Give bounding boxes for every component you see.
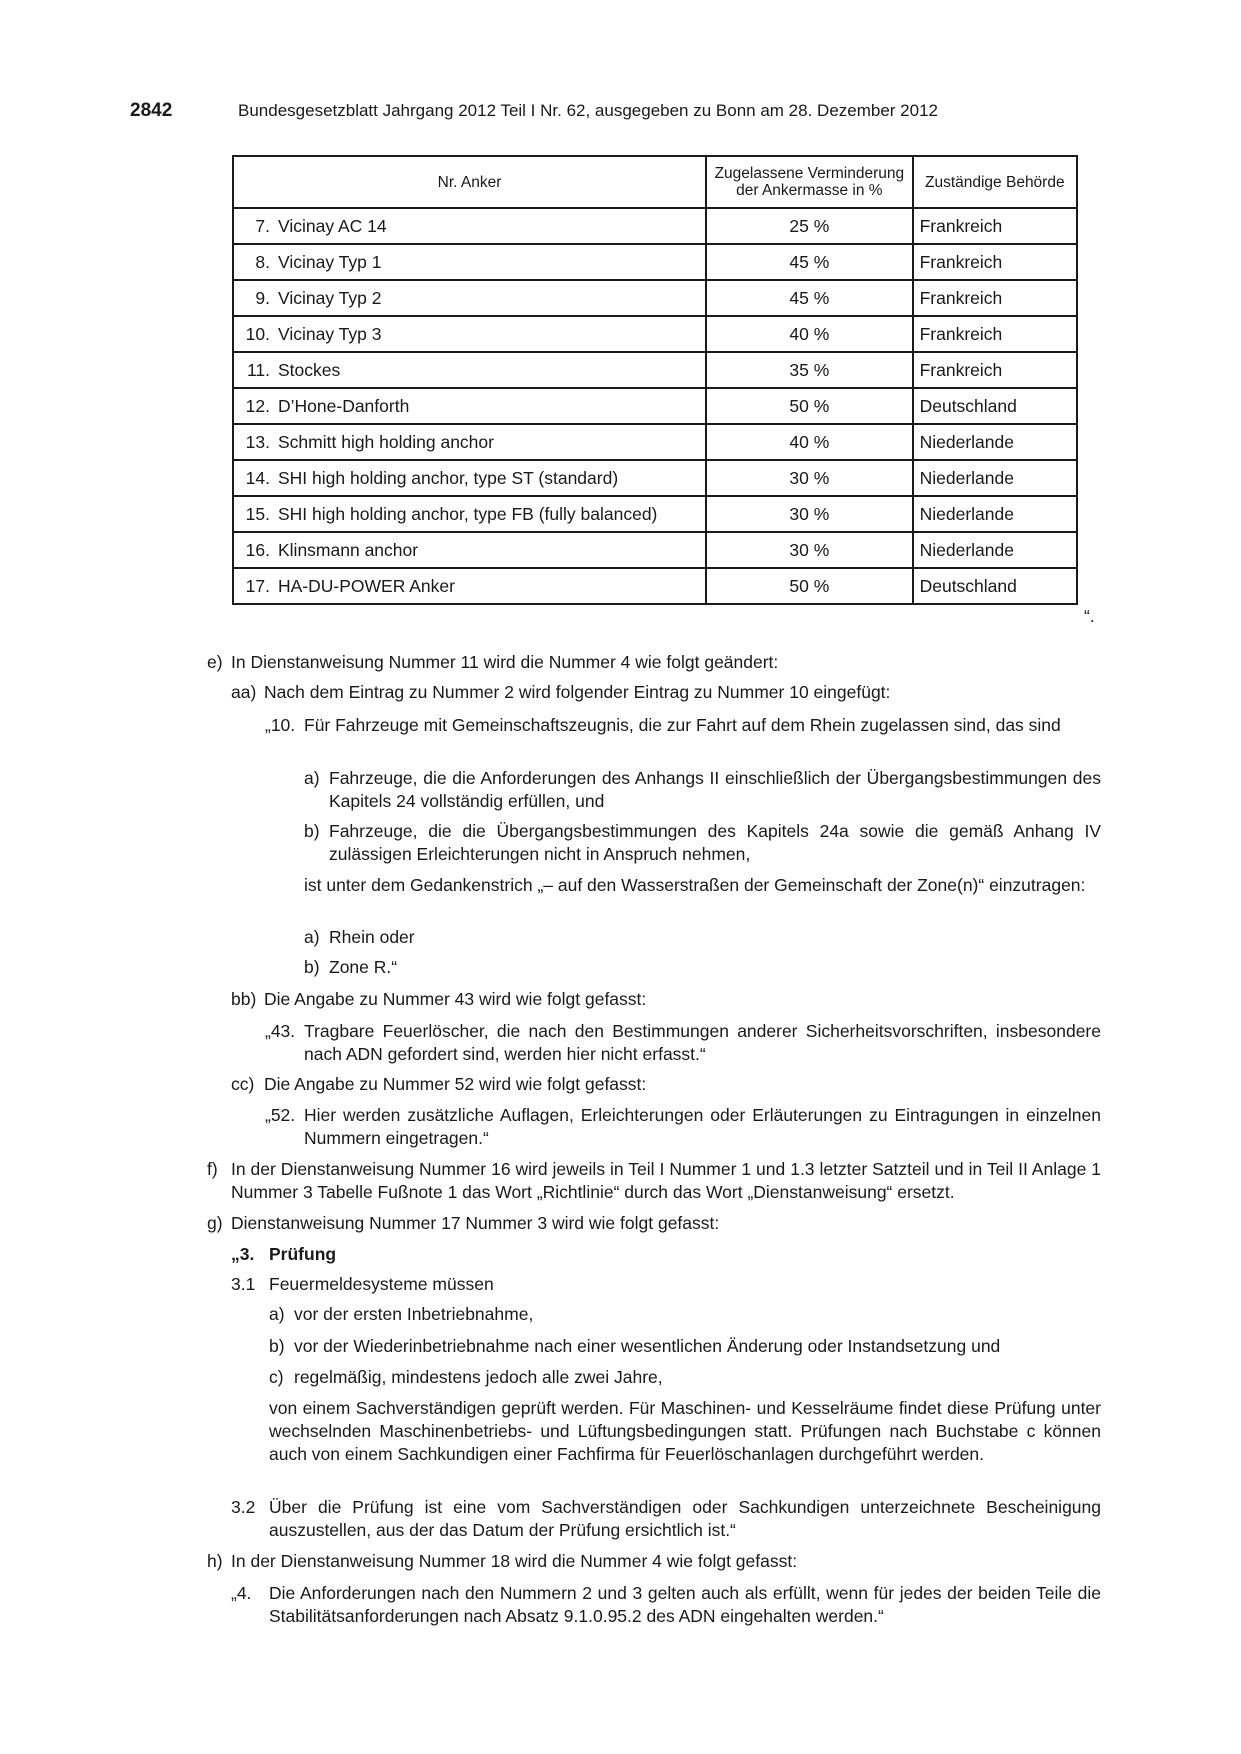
table-row xyxy=(233,532,1077,568)
item-label: b) xyxy=(304,821,320,841)
gazette-title: Bundesgesetzblatt Jahrgang 2012 Teil I Nr. 62, ausgegeben zu Bonn am 28. Dezember 2012 xyxy=(238,101,938,120)
reduction-cell: 40 % xyxy=(706,316,912,352)
anchor-name-cell xyxy=(233,532,706,568)
authority-cell: Niederlande xyxy=(913,496,1077,532)
authority-cell: Niederlande xyxy=(913,460,1077,496)
paragraph: Über die Prüfung ist eine vom Sachverständigen oder Sachkundigen unterzeichnete Bescheinigung auszustellen, aus der das Datum der Prüfung ersichtlich ist.“ xyxy=(269,1497,1101,1540)
paragraph: Zone R.“ xyxy=(329,957,398,977)
authority-cell: Frankreich xyxy=(913,316,1077,352)
reduction-cell: 50 % xyxy=(706,388,912,424)
row-number: 8. xyxy=(255,251,270,272)
table-row xyxy=(233,280,1077,316)
table-row xyxy=(233,388,1077,424)
item-label: cc) xyxy=(231,1074,255,1094)
table-row xyxy=(233,244,1077,280)
paragraph: In der Dienstanweisung Nummer 16 wird jeweils in Teil I Nummer 1 und 1.3 letzter Satzteil und in Teil II Anlage 1 Nummer 3 Tabelle Fußnote 1 das Wort „Richtlinie“ durch das Wort „Dienstanweisung“ ersetzt. xyxy=(231,1159,1101,1202)
item-label: „43. xyxy=(265,1021,296,1041)
paragraph: Die Anforderungen nach den Nummern 2 und 3 gelten auch als erfüllt, wenn für jedes der beiden Teile die Stabilitätsanforderungen nach Absatz 9.1.0.95.2 des ADN eingehalten werden.“ xyxy=(269,1583,1101,1626)
item-label: 3.2 xyxy=(231,1497,256,1517)
item-label: „10. xyxy=(265,715,296,735)
table-row xyxy=(233,316,1077,352)
anchor-name-cell xyxy=(233,460,706,496)
authority-cell: Niederlande xyxy=(913,532,1077,568)
anchor-name: Vicinay Typ 1 xyxy=(278,251,382,272)
anchor-name: Klinsmann anchor xyxy=(278,539,419,560)
reduction-cell: 45 % xyxy=(706,244,912,280)
authority-cell: Frankreich xyxy=(913,208,1077,244)
reduction-cell: 30 % xyxy=(706,532,912,568)
table-row xyxy=(233,460,1077,496)
authority-cell: Frankreich xyxy=(913,280,1077,316)
row-number: 15. xyxy=(245,503,270,524)
item-label: b) xyxy=(269,1336,285,1356)
authority-cell: Niederlande xyxy=(913,424,1077,460)
col-header-authority: Zuständige Behörde xyxy=(913,156,1077,208)
row-number: 14. xyxy=(245,467,270,488)
item-label: „52. xyxy=(265,1105,296,1125)
anchor-name-cell xyxy=(233,352,706,388)
anchor-name-cell xyxy=(233,244,706,280)
row-number: 13. xyxy=(245,431,270,452)
anchor-name-cell xyxy=(233,388,706,424)
table-closing-quote: “. xyxy=(1084,606,1095,626)
paragraph: Nach dem Eintrag zu Nummer 2 wird folgender Eintrag zu Nummer 10 eingefügt: xyxy=(264,682,891,702)
anchor-name-cell xyxy=(233,316,706,352)
reduction-cell: 40 % xyxy=(706,424,912,460)
row-number: 11. xyxy=(246,359,270,380)
authority-cell: Frankreich xyxy=(913,244,1077,280)
item-label: h) xyxy=(207,1551,223,1571)
paragraph: vor der ersten Inbetriebnahme, xyxy=(294,1304,534,1324)
reduction-cell: 45 % xyxy=(706,280,912,316)
item-label: aa) xyxy=(231,682,257,702)
anchor-name: HA-DU-POWER Anker xyxy=(278,575,455,596)
anchor-name: Vicinay Typ 2 xyxy=(278,287,382,308)
table-row xyxy=(233,568,1077,604)
paragraph: ist unter dem Gedankenstrich „– auf den Wasserstraßen der Gemeinschaft der Zone(n)“ einzutragen: xyxy=(304,875,1086,895)
item-label: a) xyxy=(304,927,320,947)
col-header-reduction: Zugelassene Verminderung der Ankermasse in % xyxy=(706,156,912,208)
anchor-name: SHI high holding anchor, type FB (fully balanced) xyxy=(278,503,658,524)
row-number: 7. xyxy=(255,215,270,236)
table-header-row xyxy=(233,156,1077,208)
anchor-name: Schmitt high holding anchor xyxy=(278,431,494,452)
paragraph: In Dienstanweisung Nummer 11 wird die Nummer 4 wie folgt geändert: xyxy=(231,652,779,672)
item-label: „4. xyxy=(231,1583,252,1603)
anchor-table xyxy=(232,155,1078,605)
row-number: 17. xyxy=(245,575,270,596)
paragraph: Feuermeldesysteme müssen xyxy=(269,1274,494,1294)
row-number: 10. xyxy=(245,323,270,344)
item-label: f) xyxy=(207,1159,218,1179)
paragraph: In der Dienstanweisung Nummer 18 wird die Nummer 4 wie folgt gefasst: xyxy=(231,1551,798,1571)
reduction-cell: 30 % xyxy=(706,496,912,532)
item-label: g) xyxy=(207,1213,223,1233)
section-heading: Prüfung xyxy=(269,1244,337,1264)
paragraph: regelmäßig, mindestens jedoch alle zwei Jahre, xyxy=(294,1367,663,1387)
table-row xyxy=(233,208,1077,244)
anchor-name-cell xyxy=(233,496,706,532)
paragraph: Tragbare Feuerlöscher, die nach den Bestimmungen anderer Sicherheitsvorschriften, insbesondere nach ADN gefordert sind, werden hier nicht erfasst.“ xyxy=(304,1021,1101,1064)
paragraph: Die Angabe zu Nummer 43 wird wie folgt gefasst: xyxy=(264,989,647,1009)
table-row xyxy=(233,352,1077,388)
item-label: 3.1 xyxy=(231,1274,256,1294)
anchor-name-cell xyxy=(233,208,706,244)
authority-cell: Deutschland xyxy=(913,568,1077,604)
reduction-cell: 50 % xyxy=(706,568,912,604)
table-row xyxy=(233,424,1077,460)
anchor-name-cell xyxy=(233,424,706,460)
paragraph: Die Angabe zu Nummer 52 wird wie folgt gefasst: xyxy=(264,1074,647,1094)
item-label: a) xyxy=(304,768,320,788)
authority-cell: Frankreich xyxy=(913,352,1077,388)
item-label: b) xyxy=(304,957,320,977)
reduction-cell: 30 % xyxy=(706,460,912,496)
item-label: a) xyxy=(269,1304,285,1324)
item-label: bb) xyxy=(231,989,257,1009)
anchor-name: SHI high holding anchor, type ST (standard) xyxy=(278,467,619,488)
item-label: „3. xyxy=(231,1244,255,1264)
table-row xyxy=(233,496,1077,532)
paragraph: Fahrzeuge, die die Anforderungen des Anhangs II einschließlich der Übergangsbestimmungen des Kapitels 24 vollständig erfüllen, und xyxy=(329,768,1101,811)
row-number: 16. xyxy=(245,539,270,560)
row-number: 12. xyxy=(245,395,270,416)
row-number: 9. xyxy=(255,287,270,308)
paragraph: Für Fahrzeuge mit Gemeinschaftszeugnis, die zur Fahrt auf dem Rhein zugelassen sind, das sind xyxy=(304,715,1061,735)
paragraph: vor der Wiederinbetriebnahme nach einer wesentlichen Änderung oder Instandsetzung und xyxy=(294,1336,1001,1356)
paragraph: Fahrzeuge, die die Übergangsbestimmungen des Kapitels 24a sowie die gemäß Anhang IV zulässigen Erleichterungen nicht in Anspruch nehmen, xyxy=(329,821,1101,864)
authority-cell: Deutschland xyxy=(913,388,1077,424)
anchor-name-cell xyxy=(233,280,706,316)
paragraph: Dienstanweisung Nummer 17 Nummer 3 wird wie folgt gefasst: xyxy=(231,1213,720,1233)
reduction-cell: 25 % xyxy=(706,208,912,244)
reduction-cell: 35 % xyxy=(706,352,912,388)
anchor-name-cell xyxy=(233,568,706,604)
paragraph: Hier werden zusätzliche Auflagen, Erleichterungen oder Erläuterungen zu Eintragungen in einzelnen Nummern eingetragen.“ xyxy=(304,1105,1101,1148)
item-label: e) xyxy=(207,652,223,672)
page-number: 2842 xyxy=(130,100,173,121)
anchor-name: Vicinay AC 14 xyxy=(278,215,387,236)
anchor-name: Vicinay Typ 3 xyxy=(278,323,382,344)
paragraph: Rhein oder xyxy=(329,927,415,947)
anchor-name: D’Hone-Danforth xyxy=(278,395,410,416)
col-header-name: Nr. Anker xyxy=(233,156,706,208)
paragraph: von einem Sachverständigen geprüft werden. Für Maschinen- und Kesselräume findet diese Prüfung unter wechselnden Maschinenbetriebs- und Lüftungsbedingungen statt. Prüfungen nach Buchstabe c können auch von einem Sachkundigen einer Fachfirma für Feuerlöschanlagen durchgeführt werden. xyxy=(269,1398,1101,1464)
anchor-name: Stockes xyxy=(278,359,341,380)
page-header xyxy=(130,100,1110,126)
item-label: c) xyxy=(269,1367,284,1387)
